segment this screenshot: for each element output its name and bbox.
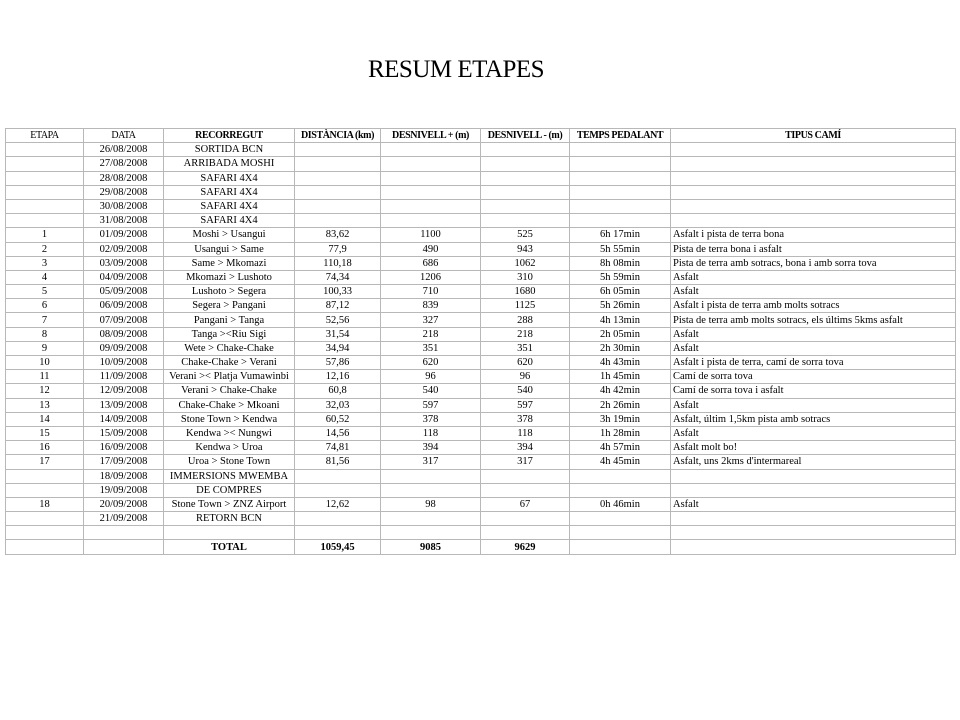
cell-desnivell-neg xyxy=(481,157,570,171)
cell-desnivell-neg xyxy=(481,526,570,540)
cell-desnivell-neg: 597 xyxy=(481,398,570,412)
cell-cami: Pista de terra amb sotracs, bona i amb sorra tova xyxy=(671,256,956,270)
header-distancia: DISTÀNCIA (km) xyxy=(295,129,381,143)
cell-desnivell-pos: 1100 xyxy=(381,228,481,242)
cell-cami: Pista de terra amb molts sotracs, els últims 5kms asfalt xyxy=(671,313,956,327)
cell-distancia xyxy=(295,185,381,199)
cell-distancia: 74,34 xyxy=(295,270,381,284)
table-row xyxy=(6,157,956,171)
table-row xyxy=(6,199,956,213)
cell-desnivell-neg: 310 xyxy=(481,270,570,284)
table-row xyxy=(6,441,956,455)
cell-desnivell-pos: 839 xyxy=(381,299,481,313)
cell-temps xyxy=(570,214,671,228)
cell-etapa: 1 xyxy=(6,228,84,242)
cell-cami: Asfalt xyxy=(671,341,956,355)
cell-data: 01/09/2008 xyxy=(84,228,164,242)
cell-desnivell-pos: 118 xyxy=(381,426,481,440)
cell-temps xyxy=(570,143,671,157)
cell-data: 10/09/2008 xyxy=(84,356,164,370)
cell-data: 20/09/2008 xyxy=(84,497,164,511)
cell-recorregut: RETORN BCN xyxy=(164,512,295,526)
cell-desnivell-neg xyxy=(481,199,570,213)
cell-desnivell-neg: 218 xyxy=(481,327,570,341)
cell-etapa: 15 xyxy=(6,426,84,440)
cell-recorregut: Chake-Chake > Mkoani xyxy=(164,398,295,412)
cell-desnivell-neg: 943 xyxy=(481,242,570,256)
cell-temps: 4h 45min xyxy=(570,455,671,469)
cell-etapa: 7 xyxy=(6,313,84,327)
cell-distancia: 32,03 xyxy=(295,398,381,412)
cell-distancia: 60,52 xyxy=(295,412,381,426)
cell-etapa xyxy=(6,157,84,171)
table-header-row xyxy=(6,129,956,143)
header-recorregut: RECORREGUT xyxy=(164,129,295,143)
table-row xyxy=(6,497,956,511)
cell-recorregut: SAFARI 4X4 xyxy=(164,185,295,199)
cell-cami xyxy=(671,143,956,157)
table-row xyxy=(6,341,956,355)
cell-cami: Asfalt i pista de terra bona xyxy=(671,228,956,242)
cell-recorregut: Moshi > Usangui xyxy=(164,228,295,242)
table-row xyxy=(6,256,956,270)
cell-cami xyxy=(671,512,956,526)
cell-data xyxy=(84,526,164,540)
cell-etapa: 3 xyxy=(6,256,84,270)
cell-distancia: 52,56 xyxy=(295,313,381,327)
cell-data: 28/08/2008 xyxy=(84,171,164,185)
cell-etapa: 2 xyxy=(6,242,84,256)
cell-temps: 5h 55min xyxy=(570,242,671,256)
cell-distancia: 100,33 xyxy=(295,285,381,299)
cell-desnivell-neg: 1125 xyxy=(481,299,570,313)
cell-desnivell-pos xyxy=(381,469,481,483)
cell-recorregut: IMMERSIONS MWEMBA xyxy=(164,469,295,483)
cell-temps xyxy=(570,469,671,483)
cell-desnivell-pos xyxy=(381,199,481,213)
total-desnivell-neg: 9629 xyxy=(481,540,570,554)
cell-recorregut: Lushoto > Segera xyxy=(164,285,295,299)
table-row xyxy=(6,356,956,370)
cell-recorregut: Same > Mkomazi xyxy=(164,256,295,270)
cell-cami xyxy=(671,185,956,199)
total-desnivell-pos: 9085 xyxy=(381,540,481,554)
cell-temps: 1h 45min xyxy=(570,370,671,384)
cell-cami: Asfalt xyxy=(671,270,956,284)
cell-cami xyxy=(671,469,956,483)
cell-distancia: 74,81 xyxy=(295,441,381,455)
cell-cami: Asfalt xyxy=(671,497,956,511)
cell-desnivell-neg: 1062 xyxy=(481,256,570,270)
cell-etapa xyxy=(6,512,84,526)
cell-desnivell-neg: 620 xyxy=(481,356,570,370)
total-distancia: 1059,45 xyxy=(295,540,381,554)
table-row xyxy=(6,299,956,313)
cell-recorregut: Kendwa >< Nungwi xyxy=(164,426,295,440)
cell-distancia xyxy=(295,199,381,213)
cell-data: 17/09/2008 xyxy=(84,455,164,469)
cell-desnivell-pos: 394 xyxy=(381,441,481,455)
cell-desnivell-pos: 597 xyxy=(381,398,481,412)
cell-desnivell-neg xyxy=(481,483,570,497)
table-row xyxy=(6,426,956,440)
cell-data: 29/08/2008 xyxy=(84,185,164,199)
cell-cami xyxy=(671,483,956,497)
cell-temps xyxy=(570,526,671,540)
cell-temps: 2h 05min xyxy=(570,327,671,341)
cell-recorregut: Stone Town > ZNZ Airport xyxy=(164,497,295,511)
cell-temps: 1h 28min xyxy=(570,426,671,440)
cell-desnivell-neg xyxy=(481,512,570,526)
cell-cami: Asfalt xyxy=(671,327,956,341)
cell-recorregut: DE COMPRES xyxy=(164,483,295,497)
cell-desnivell-pos: 620 xyxy=(381,356,481,370)
total-empty-temps xyxy=(570,540,671,554)
cell-desnivell-pos: 96 xyxy=(381,370,481,384)
header-temps: TEMPS PEDALANT xyxy=(570,129,671,143)
cell-desnivell-pos: 1206 xyxy=(381,270,481,284)
cell-etapa xyxy=(6,526,84,540)
cell-data: 06/09/2008 xyxy=(84,299,164,313)
cell-cami: Asfalt, últim 1,5km pista amb sotracs xyxy=(671,412,956,426)
cell-data: 09/09/2008 xyxy=(84,341,164,355)
cell-desnivell-pos: 98 xyxy=(381,497,481,511)
cell-recorregut: SAFARI 4X4 xyxy=(164,214,295,228)
cell-desnivell-pos xyxy=(381,185,481,199)
cell-data: 08/09/2008 xyxy=(84,327,164,341)
header-desnivell-pos: DESNIVELL + (m) xyxy=(381,129,481,143)
cell-distancia xyxy=(295,469,381,483)
cell-recorregut: Verani >< Platja Vumawinbi xyxy=(164,370,295,384)
cell-distancia xyxy=(295,483,381,497)
cell-recorregut: Kendwa > Uroa xyxy=(164,441,295,455)
table-row xyxy=(6,242,956,256)
table-row xyxy=(6,143,956,157)
cell-desnivell-neg: 317 xyxy=(481,455,570,469)
cell-data: 04/09/2008 xyxy=(84,270,164,284)
total-label: TOTAL xyxy=(164,540,295,554)
cell-temps: 8h 08min xyxy=(570,256,671,270)
cell-data: 26/08/2008 xyxy=(84,143,164,157)
cell-desnivell-neg xyxy=(481,171,570,185)
cell-desnivell-pos: 327 xyxy=(381,313,481,327)
cell-desnivell-pos xyxy=(381,512,481,526)
total-empty-cami xyxy=(671,540,956,554)
cell-distancia: 12,62 xyxy=(295,497,381,511)
cell-desnivell-pos: 710 xyxy=(381,285,481,299)
cell-recorregut: ARRIBADA MOSHI xyxy=(164,157,295,171)
cell-recorregut: SAFARI 4X4 xyxy=(164,199,295,213)
table-row xyxy=(6,483,956,497)
table-row xyxy=(6,384,956,398)
page-title: RESUM ETAPES xyxy=(367,56,545,83)
cell-data: 14/09/2008 xyxy=(84,412,164,426)
cell-data: 21/09/2008 xyxy=(84,512,164,526)
cell-desnivell-pos xyxy=(381,143,481,157)
header-etapa: ETAPA xyxy=(6,129,84,143)
cell-temps xyxy=(570,185,671,199)
cell-data: 16/09/2008 xyxy=(84,441,164,455)
cell-data: 30/08/2008 xyxy=(84,199,164,213)
cell-etapa: 8 xyxy=(6,327,84,341)
cell-etapa: 11 xyxy=(6,370,84,384)
cell-desnivell-neg xyxy=(481,143,570,157)
cell-desnivell-neg: 540 xyxy=(481,384,570,398)
cell-cami: Camí de sorra tova i asfalt xyxy=(671,384,956,398)
table-row xyxy=(6,214,956,228)
cell-cami: Pista de terra bona i asfalt xyxy=(671,242,956,256)
cell-temps xyxy=(570,512,671,526)
cell-temps: 6h 17min xyxy=(570,228,671,242)
cell-desnivell-neg xyxy=(481,469,570,483)
cell-etapa: 16 xyxy=(6,441,84,455)
cell-data: 19/09/2008 xyxy=(84,483,164,497)
cell-temps: 2h 26min xyxy=(570,398,671,412)
cell-cami xyxy=(671,526,956,540)
cell-etapa: 12 xyxy=(6,384,84,398)
cell-distancia: 87,12 xyxy=(295,299,381,313)
cell-distancia: 83,62 xyxy=(295,228,381,242)
cell-cami: Asfalt i pista de terra amb molts sotracs xyxy=(671,299,956,313)
cell-desnivell-pos xyxy=(381,526,481,540)
cell-etapa: 4 xyxy=(6,270,84,284)
cell-cami xyxy=(671,157,956,171)
cell-cami: Asfalt, uns 2kms d'intermareal xyxy=(671,455,956,469)
cell-distancia: 14,56 xyxy=(295,426,381,440)
cell-etapa xyxy=(6,185,84,199)
cell-temps: 2h 30min xyxy=(570,341,671,355)
table-row xyxy=(6,228,956,242)
cell-etapa xyxy=(6,143,84,157)
cell-data: 27/08/2008 xyxy=(84,157,164,171)
cell-temps: 4h 42min xyxy=(570,384,671,398)
cell-data: 02/09/2008 xyxy=(84,242,164,256)
cell-desnivell-neg: 67 xyxy=(481,497,570,511)
cell-temps xyxy=(570,157,671,171)
table-row xyxy=(6,313,956,327)
cell-desnivell-pos: 351 xyxy=(381,341,481,355)
cell-temps: 3h 19min xyxy=(570,412,671,426)
cell-distancia: 34,94 xyxy=(295,341,381,355)
table-row xyxy=(6,512,956,526)
cell-etapa: 13 xyxy=(6,398,84,412)
cell-data: 07/09/2008 xyxy=(84,313,164,327)
cell-cami: Asfalt xyxy=(671,398,956,412)
cell-data: 03/09/2008 xyxy=(84,256,164,270)
stages-table-body xyxy=(6,129,956,555)
table-row xyxy=(6,526,956,540)
cell-recorregut: Tanga ><Riu Sigi xyxy=(164,327,295,341)
cell-desnivell-neg: 525 xyxy=(481,228,570,242)
cell-recorregut: Mkomazi > Lushoto xyxy=(164,270,295,284)
table-row xyxy=(6,327,956,341)
cell-etapa: 14 xyxy=(6,412,84,426)
cell-distancia: 12,16 xyxy=(295,370,381,384)
cell-temps: 4h 43min xyxy=(570,356,671,370)
header-desnivell-neg: DESNIVELL - (m) xyxy=(481,129,570,143)
table-row xyxy=(6,469,956,483)
cell-cami: Asfalt i pista de terra, camí de sorra tova xyxy=(671,356,956,370)
cell-distancia xyxy=(295,512,381,526)
cell-desnivell-neg: 351 xyxy=(481,341,570,355)
cell-data: 18/09/2008 xyxy=(84,469,164,483)
cell-recorregut: Verani > Chake-Chake xyxy=(164,384,295,398)
cell-data: 12/09/2008 xyxy=(84,384,164,398)
cell-desnivell-neg: 288 xyxy=(481,313,570,327)
cell-etapa: 10 xyxy=(6,356,84,370)
cell-desnivell-pos xyxy=(381,214,481,228)
cell-data: 15/09/2008 xyxy=(84,426,164,440)
cell-desnivell-pos: 317 xyxy=(381,455,481,469)
cell-recorregut: Pangani > Tanga xyxy=(164,313,295,327)
stages-table xyxy=(5,128,956,555)
table-row xyxy=(6,171,956,185)
cell-desnivell-neg xyxy=(481,214,570,228)
cell-distancia: 77,9 xyxy=(295,242,381,256)
cell-distancia: 110,18 xyxy=(295,256,381,270)
cell-desnivell-pos xyxy=(381,157,481,171)
cell-distancia xyxy=(295,157,381,171)
cell-recorregut: Stone Town > Kendwa xyxy=(164,412,295,426)
cell-desnivell-neg xyxy=(481,185,570,199)
table-row xyxy=(6,185,956,199)
cell-recorregut: Usangui > Same xyxy=(164,242,295,256)
cell-temps: 6h 05min xyxy=(570,285,671,299)
cell-data: 05/09/2008 xyxy=(84,285,164,299)
cell-distancia xyxy=(295,526,381,540)
cell-cami: Asfalt xyxy=(671,426,956,440)
table-row xyxy=(6,285,956,299)
cell-recorregut: SORTIDA BCN xyxy=(164,143,295,157)
cell-etapa: 6 xyxy=(6,299,84,313)
cell-recorregut: SAFARI 4X4 xyxy=(164,171,295,185)
cell-desnivell-pos xyxy=(381,171,481,185)
table-row xyxy=(6,398,956,412)
total-empty-etapa xyxy=(6,540,84,554)
cell-cami: Asfalt xyxy=(671,285,956,299)
table-row xyxy=(6,412,956,426)
cell-desnivell-neg: 1680 xyxy=(481,285,570,299)
cell-temps: 4h 13min xyxy=(570,313,671,327)
cell-distancia: 57,86 xyxy=(295,356,381,370)
cell-recorregut: Wete > Chake-Chake xyxy=(164,341,295,355)
cell-distancia xyxy=(295,171,381,185)
cell-etapa xyxy=(6,483,84,497)
cell-desnivell-neg: 394 xyxy=(481,441,570,455)
cell-etapa xyxy=(6,199,84,213)
cell-distancia: 31,54 xyxy=(295,327,381,341)
cell-etapa: 9 xyxy=(6,341,84,355)
cell-etapa xyxy=(6,214,84,228)
cell-distancia: 60,8 xyxy=(295,384,381,398)
cell-distancia xyxy=(295,143,381,157)
cell-desnivell-pos: 218 xyxy=(381,327,481,341)
cell-etapa: 17 xyxy=(6,455,84,469)
cell-distancia xyxy=(295,214,381,228)
cell-recorregut: Chake-Chake > Verani xyxy=(164,356,295,370)
cell-temps xyxy=(570,199,671,213)
cell-cami xyxy=(671,214,956,228)
cell-recorregut: Segera > Pangani xyxy=(164,299,295,313)
cell-temps: 5h 59min xyxy=(570,270,671,284)
cell-etapa xyxy=(6,171,84,185)
cell-temps xyxy=(570,483,671,497)
table-row xyxy=(6,270,956,284)
cell-data: 13/09/2008 xyxy=(84,398,164,412)
cell-distancia: 81,56 xyxy=(295,455,381,469)
cell-desnivell-pos: 540 xyxy=(381,384,481,398)
cell-recorregut: Uroa > Stone Town xyxy=(164,455,295,469)
cell-temps: 4h 57min xyxy=(570,441,671,455)
cell-cami: Camí de sorra tova xyxy=(671,370,956,384)
cell-desnivell-neg: 96 xyxy=(481,370,570,384)
cell-etapa xyxy=(6,469,84,483)
cell-data: 31/08/2008 xyxy=(84,214,164,228)
cell-etapa: 5 xyxy=(6,285,84,299)
cell-desnivell-pos: 686 xyxy=(381,256,481,270)
cell-cami xyxy=(671,171,956,185)
cell-recorregut xyxy=(164,526,295,540)
cell-desnivell-pos: 490 xyxy=(381,242,481,256)
cell-temps: 5h 26min xyxy=(570,299,671,313)
cell-desnivell-pos xyxy=(381,483,481,497)
cell-data: 11/09/2008 xyxy=(84,370,164,384)
cell-desnivell-pos: 378 xyxy=(381,412,481,426)
cell-etapa: 18 xyxy=(6,497,84,511)
cell-temps: 0h 46min xyxy=(570,497,671,511)
cell-cami xyxy=(671,199,956,213)
header-data: DATA xyxy=(84,129,164,143)
cell-cami: Asfalt molt bo! xyxy=(671,441,956,455)
cell-temps xyxy=(570,171,671,185)
header-cami: TIPUS CAMÍ xyxy=(671,129,956,143)
cell-desnivell-neg: 378 xyxy=(481,412,570,426)
total-empty-data xyxy=(84,540,164,554)
total-row xyxy=(6,540,956,554)
table-row xyxy=(6,370,956,384)
table-row xyxy=(6,455,956,469)
cell-desnivell-neg: 118 xyxy=(481,426,570,440)
